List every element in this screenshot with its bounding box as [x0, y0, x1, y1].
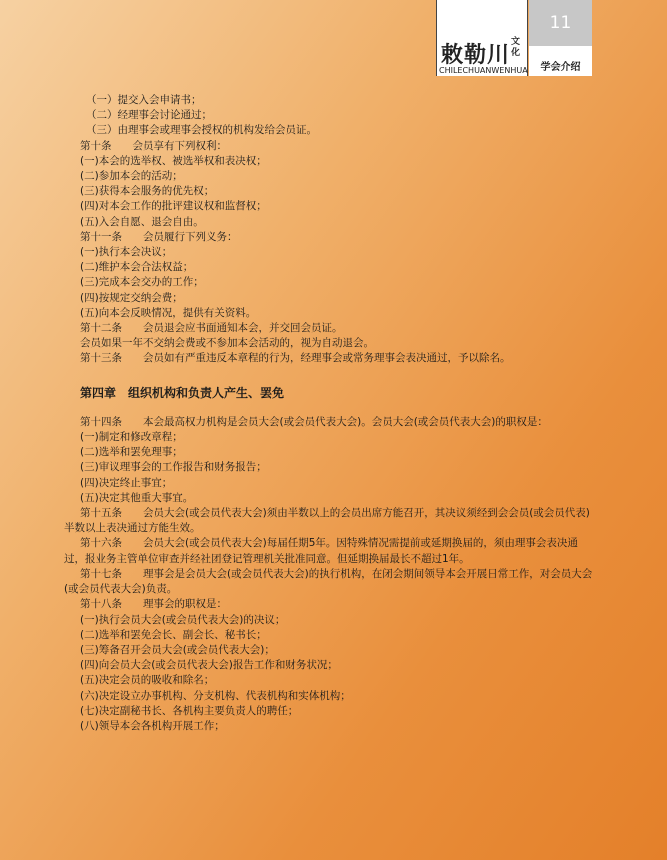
text-line: 第十七条 理事会是会员大会(或会员代表大会)的执行机构，在闭会期间领导本会开展日常工作，对会员大会: [80, 567, 593, 580]
text-line: (五)入会自愿、退会自由。: [80, 215, 204, 228]
text-line: 第十三条 会员如有严重违反本章程的行为，经理事会或常务理事会表决通过，予以除名。: [80, 352, 511, 365]
text-line: 第十二条 会员退会应书面通知本会，并交回会员证。: [80, 322, 343, 335]
text-line: (二)选举和罢免会长、副会长、秘书长；: [80, 628, 267, 641]
text-line: (三)完成本会交办的工作；: [80, 276, 204, 289]
text-line: (七)决定副秘书长、各机构主要负责人的聘任；: [80, 704, 299, 717]
text-line: (二)维护本会合法权益；: [80, 261, 194, 274]
text-line: (一)执行本会决议；: [80, 246, 173, 259]
text-line: (三)获得本会服务的优先权；: [80, 185, 215, 198]
text-line: 第十八条 理事会的职权是：: [80, 598, 227, 611]
text-line: (二)选举和罢免理事；: [80, 446, 183, 459]
brand-latin: CHILECHUANWENHUA: [439, 66, 528, 75]
text-line: 第十五条 会员大会(或会员代表大会)须由半数以上的会员出席方能召开，其决议须经到会会员(或会员代表): [80, 507, 590, 520]
text-line: (五)决定会员的吸收和除名；: [80, 674, 215, 687]
brand-suffix: 文化: [511, 37, 521, 58]
text-line: (四)向会员大会(或会员代表大会)报告工作和财务状况；: [80, 659, 338, 672]
text-line: （二）经理事会讨论通过；: [86, 109, 212, 122]
text-line: (三)筹备召开会员大会(或会员代表大会)；: [80, 643, 275, 656]
text-line: (四)决定终止事宜；: [80, 476, 173, 489]
brand-name: 敕勒川: [441, 42, 511, 68]
text-line: (三)审议理事会的工作报告和财务报告；: [80, 461, 267, 474]
article-body: [64, 93, 600, 734]
text-line: (二)参加本会的活动；: [80, 170, 183, 183]
text-line: （三）由理事会或理事会授权的机构发给会员证。: [86, 124, 317, 137]
text-line: 会员如果一年不交纳会费或不参加本会活动的，视为自动退会。: [80, 337, 374, 350]
text-line: 第十四条 本会最高权力机构是会员大会(或会员代表大会)。会员大会(或会员代表大会)的职权是：: [80, 415, 548, 428]
text-line: (八)领导本会各机构开展工作；: [80, 719, 225, 732]
text-line: (四)按规定交纳会费；: [80, 291, 183, 304]
section-label: 学会介绍: [529, 46, 592, 76]
text-line: (五)决定其他重大事宜。: [80, 491, 194, 504]
chapter-title: 第四章 组织机构和负责人产生、罢免: [80, 385, 285, 400]
text-line: 第十六条 会员大会(或会员代表大会)每届任期5年。因特殊情况需提前或延期换届的，须由理事会表决通: [80, 537, 578, 550]
text-line: (一)制定和修改章程；: [80, 431, 183, 444]
text-line: 半数以上表决通过方能生效。: [64, 522, 201, 535]
masthead: [436, 0, 528, 76]
text-line: 第十条 会员享有下列权利：: [80, 139, 227, 152]
text-line: 过，报业务主管单位审查并经社团登记管理机关批准同意。但延期换届最长不超过1年。: [64, 552, 470, 565]
text-line: （一）提交入会申请书；: [86, 94, 202, 106]
text-line: (四)对本会工作的批评建议权和监督权；: [80, 200, 267, 213]
page-number: 11: [529, 0, 592, 46]
text-line: 第十一条 会员履行下列义务：: [80, 230, 238, 243]
text-line: (一)执行会员大会(或会员代表大会)的决议；: [80, 613, 286, 626]
text-line: (一)本会的选举权、被选举权和表决权；: [80, 154, 267, 167]
text-line: (六)决定设立办事机构、分支机构、代表机构和实体机构；: [80, 689, 351, 702]
text-line: (五)向本会反映情况，提供有关资料。: [80, 306, 257, 319]
text-line: (或会员代表大会)负责。: [64, 583, 178, 596]
